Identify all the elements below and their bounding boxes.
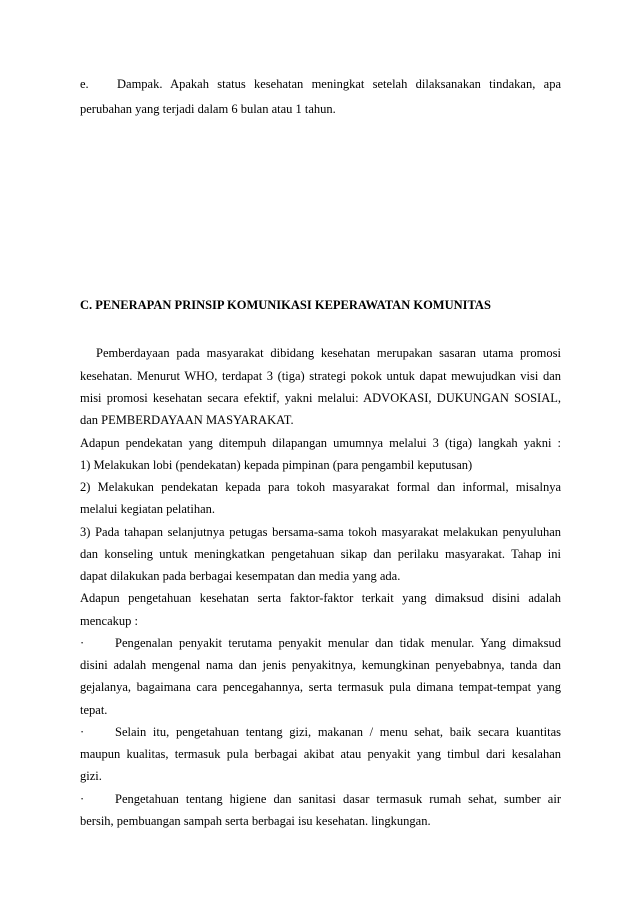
p2-line-3: 2) Melakukan pendekatan kepada para tokoh masyarakat formal dan informal, misalnya	[80, 480, 561, 494]
p1-line-4: dan PEMBERDAYAAN MASYARAKAT.	[80, 413, 294, 427]
p2-line-8: Adapun pengetahuan kesehatan serta faktor-faktor terkait yang dimaksud disini adalah	[80, 591, 561, 605]
p1-line-3: misi promosi kesehatan secara efektif, yakni melalui: ADVOKASI, DUKUNGAN SOSIAL,	[80, 391, 561, 405]
p1-line-1: Pemberdayaan pada masyarakat dibidang kesehatan merupakan sasaran utama promosi	[96, 346, 561, 360]
bullet-2-marker: ·	[80, 725, 85, 739]
section-c-heading: C. PENERAPAN PRINSIP KOMUNIKASI KEPERAWATAN KOMUNITAS	[80, 298, 491, 312]
p2-line-4: melalui kegiatan pelatihan.	[80, 502, 216, 516]
bullet-3-line-1: Pengetahuan tentang higiene dan sanitasi dasar termasuk rumah sehat, sumber air	[115, 792, 561, 806]
bullet-2-line-2: maupun kualitas, termasuk pula berbagai akibat atau penyakit yang timbul dari kesalahan	[80, 747, 561, 761]
item-e-line-2: perubahan yang terjadi dalam 6 bulan atau 1 tahun.	[80, 102, 336, 116]
item-e-line-1: Dampak. Apakah status kesehatan meningkat setelah dilaksanakan tindakan, apa	[117, 77, 561, 91]
p2-line-7: dapat dilakukan pada berbagai kesempatan dan media yang ada.	[80, 569, 401, 583]
p2-line-1: Adapun pendekatan yang ditempuh dilapangan umumnya melalui 3 (tiga) langkah yakni :	[80, 436, 561, 450]
bullet-3-line-2: bersih, pembuangan sampah serta berbagai isu kesehatan. lingkungan.	[80, 814, 431, 828]
p2-line-6: dan konseling untuk meningkatkan pengetahuan sikap dan perilaku masyarakat. Tahap ini	[80, 547, 561, 561]
p2-line-5: 3) Pada tahapan selanjutnya petugas bersama-sama tokoh masyarakat melakukan penyuluhan	[80, 525, 561, 539]
p2-line-9: mencakup :	[80, 614, 138, 628]
bullet-1-line-3: gejalanya, bagaimana cara pencegahannya, serta termasuk pula dimana tempat-tempat yang	[80, 680, 561, 694]
p1-line-2: kesehatan. Menurut WHO, terdapat 3 (tiga) strategi pokok untuk dapat mewujudkan visi dan	[80, 369, 561, 383]
bullet-1-line-4: tepat.	[80, 703, 108, 717]
p2-line-2: 1) Melakukan lobi (pendekatan) kepada pimpinan (para pengambil keputusan)	[80, 458, 473, 472]
item-e-marker: e.	[80, 77, 89, 91]
bullet-1-line-1: Pengenalan penyakit terutama penyakit menular dan tidak menular. Yang dimaksud	[115, 636, 561, 650]
bullet-1-marker: ·	[80, 636, 85, 650]
bullet-1-line-2: disini adalah mengenal nama dan jenis penyakitnya, kemungkinan penyebabnya, tanda dan	[80, 658, 561, 672]
bullet-2-line-3: gizi.	[80, 769, 102, 783]
bullet-2-line-1: Selain itu, pengetahuan tentang gizi, makanan / menu sehat, baik secara kuantitas	[115, 725, 561, 739]
bullet-3-marker: ·	[80, 792, 85, 806]
